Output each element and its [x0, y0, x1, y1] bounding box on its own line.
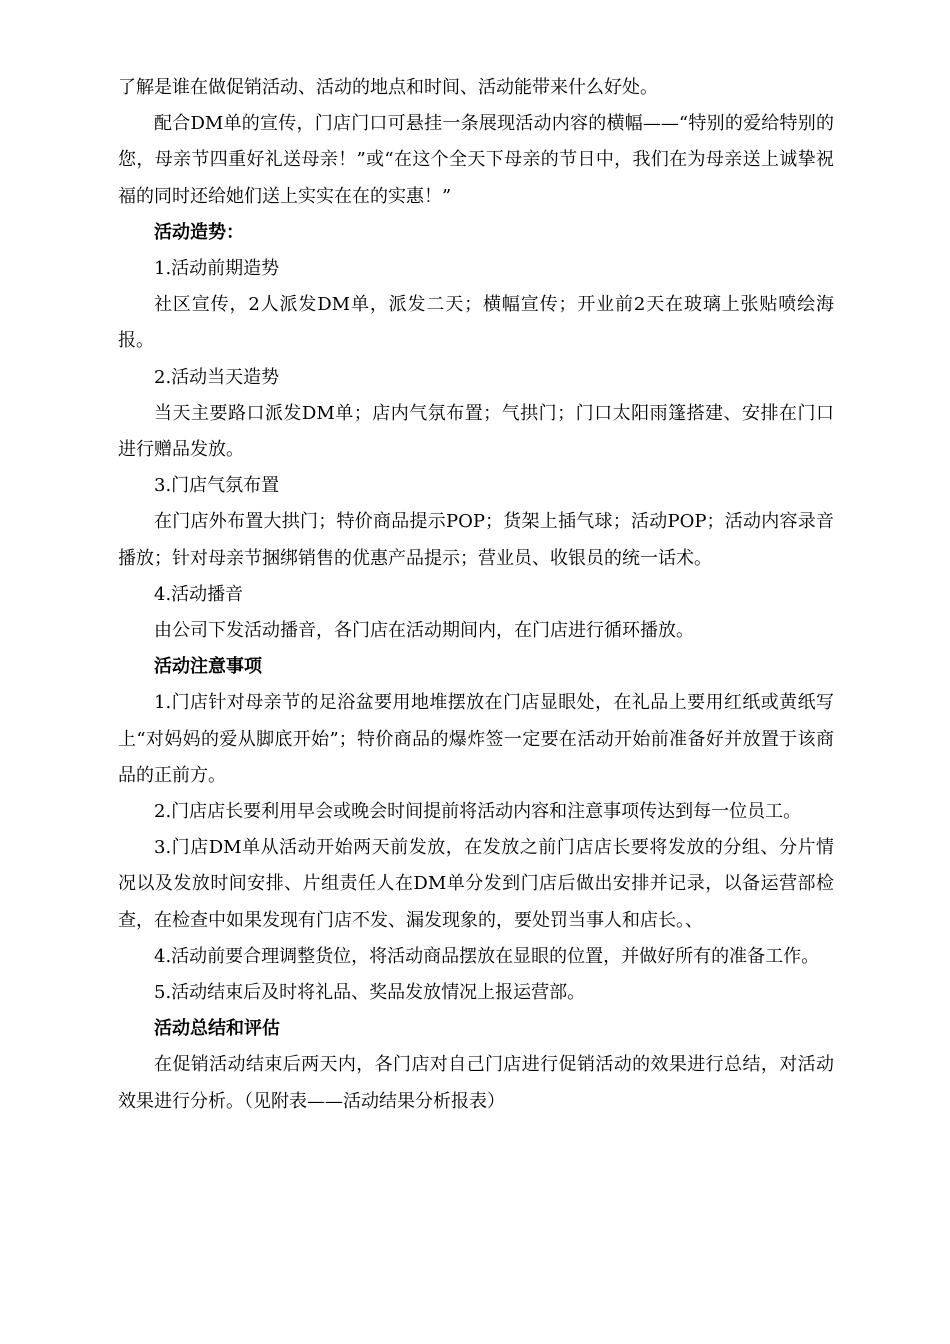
- paragraph-note-5: 5.活动结束后及时将礼品、奖品发放情况上报运营部。: [154, 982, 586, 1004]
- paragraph-note-1: 1.门店针对母亲节的足浴盆要用地堆摆放在门店显眼处，在礼品上要用红纸或黄纸写上“对妈妈的爱从脚底开始”；特价商品的爆炸签一定要在活动开始前准备好并放置于该商品的正前方。: [118, 692, 834, 786]
- document-body: [118, 70, 834, 1120]
- paragraph-note-4: 4.活动前要合理调整货位，将活动商品摆放在显眼的位置，并做好所有的准备工作。: [154, 945, 820, 967]
- paragraph-intro-continuation: 了解是谁在做促销活动、活动的地点和时间、活动能带来什么好处。: [118, 77, 658, 98]
- paragraph-summary: 在促销活动结束后两天内，各门店对自己门店进行促销活动的效果进行总结，对活动效果进行分析。（见附表——活动结果分析报表）: [118, 1054, 834, 1112]
- paragraph-note-2: 2.门店店长要利用早会或晚会时间提前将活动内容和注意事项传达到每一位员工。: [154, 801, 802, 823]
- section-heading-notes: 活动注意事项: [154, 656, 262, 678]
- paragraph-note-3: 3.门店DM单从活动开始两天前发放，在发放之前门店店长要将发放的分组、分片情况以及发放时间安排、片组责任人在DM单分发到门店后做出安排并记录，以备运营部检查，在检查中如果发现有门店不发、漏发现象的，要处罚当事人和店长。、: [118, 837, 834, 931]
- section-heading-summary: 活动总结和评估: [154, 1018, 280, 1040]
- subheading-store-atmosphere: 3.门店气氛布置: [154, 475, 280, 497]
- section-heading-promotion: 活动造势：: [154, 221, 244, 243]
- paragraph-pre-event: 社区宣传，2人派发DM单，派发二天；横幅宣传；开业前2天在玻璃上张贴喷绘海报。: [118, 294, 834, 352]
- subheading-broadcast: 4.活动播音: [154, 583, 244, 605]
- paragraph-banner: 配合DM单的宣传，门店门口可悬挂一条展现活动内容的横幅——“特别的爱给特别的您，母亲节四重好礼送母亲！”或“在这个全天下母亲的节日中，我们在为母亲送上诚挚祝福的同时还给她们送上实实在在的实惠！”: [118, 113, 834, 207]
- paragraph-store-atmosphere: 在门店外布置大拱门；特价商品提示POP；货架上插气球；活动POP；活动内容录音播放；针对母亲节捆绑销售的优惠产品提示；营业员、收银员的统一话术。: [118, 511, 834, 569]
- subheading-pre-event: 1.活动前期造势: [154, 258, 280, 280]
- paragraph-event-day: 当天主要路口派发DM单；店内气氛布置；气拱门；门口太阳雨篷搭建、安排在门口进行赠品发放。: [118, 402, 834, 461]
- subheading-event-day: 2.活动当天造势: [154, 366, 280, 388]
- paragraph-broadcast: 由公司下发活动播音，各门店在活动期间内，在门店进行循环播放。: [154, 620, 694, 642]
